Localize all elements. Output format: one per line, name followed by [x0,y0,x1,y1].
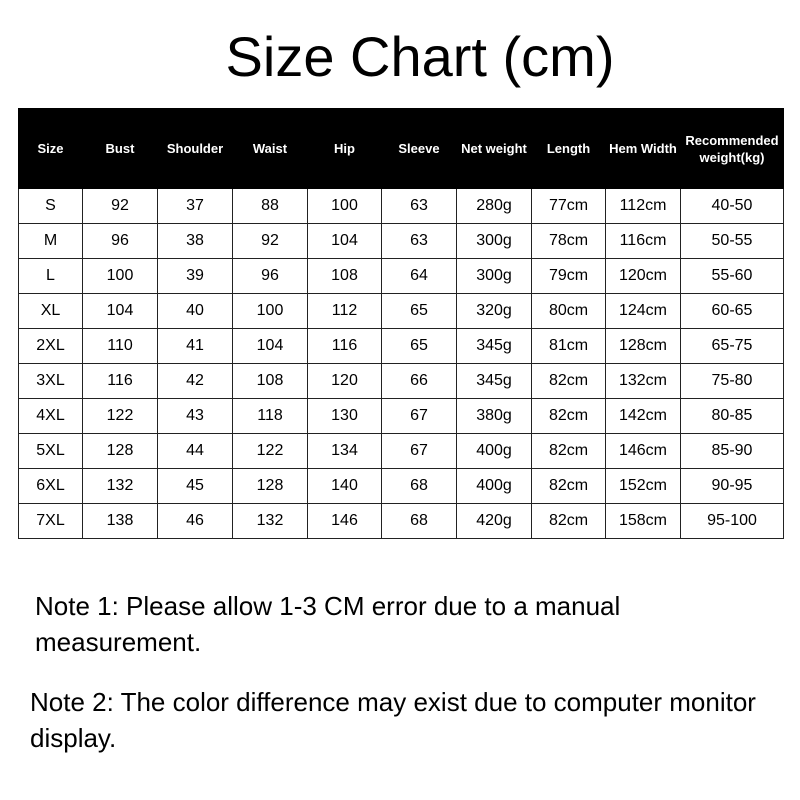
table-cell: 92 [233,224,308,259]
table-row [19,399,784,434]
table-row [19,469,784,504]
table-cell: XL [19,294,83,329]
table-cell: 85-90 [681,434,784,469]
column-header-4: Hip [308,109,382,189]
column-header-7: Length [532,109,606,189]
table-cell: 300g [457,224,532,259]
table-cell: 5XL [19,434,83,469]
table-row [19,329,784,364]
table-cell: 108 [308,259,382,294]
table-cell: 104 [83,294,158,329]
table-cell: 122 [233,434,308,469]
table-cell: 41 [158,329,233,364]
table-cell: 152cm [606,469,681,504]
column-header-0: Size [19,109,83,189]
table-cell: 75-80 [681,364,784,399]
table-cell: 120cm [606,259,681,294]
table-cell: 96 [233,259,308,294]
table-cell: 142cm [606,399,681,434]
table-cell: 63 [382,189,457,224]
table-cell: 100 [308,189,382,224]
table-cell: 132cm [606,364,681,399]
table-cell: 4XL [19,399,83,434]
table-cell: 146 [308,504,382,539]
table-row [19,364,784,399]
table-row [19,259,784,294]
note-1: Note 1: Please allow 1-3 CM error due to a manual measurement. [35,591,621,657]
table-cell: 65 [382,329,457,364]
column-header-5: Sleeve [382,109,457,189]
table-cell: 400g [457,469,532,504]
column-header-3: Waist [233,109,308,189]
table-cell: 66 [382,364,457,399]
table-cell: 128 [233,469,308,504]
table-cell: 128 [83,434,158,469]
table-cell: 7XL [19,504,83,539]
table-cell: 112cm [606,189,681,224]
table-cell: 320g [457,294,532,329]
table-cell: 116cm [606,224,681,259]
table-cell: 300g [457,259,532,294]
table-cell: 60-65 [681,294,784,329]
table-cell: 110 [83,329,158,364]
table-cell: 63 [382,224,457,259]
table-cell: 130 [308,399,382,434]
table-cell: 82cm [532,399,606,434]
table-cell: S [19,189,83,224]
table-cell: 44 [158,434,233,469]
table-cell: 420g [457,504,532,539]
table-cell: 82cm [532,469,606,504]
table-cell: 100 [233,294,308,329]
table-cell: L [19,259,83,294]
column-header-1: Bust [83,109,158,189]
table-row [19,224,784,259]
table-cell: 90-95 [681,469,784,504]
table-row [19,189,784,224]
table-cell: 68 [382,504,457,539]
table-cell: M [19,224,83,259]
table-cell: 138 [83,504,158,539]
table-cell: 108 [233,364,308,399]
table-cell: 78cm [532,224,606,259]
column-header-8: Hem Width [606,109,681,189]
table-cell: 39 [158,259,233,294]
table-cell: 345g [457,329,532,364]
column-header-9: Recommended weight(kg) [681,109,784,189]
column-header-2: Shoulder [158,109,233,189]
table-cell: 82cm [532,434,606,469]
table-cell: 68 [382,469,457,504]
table-cell: 134 [308,434,382,469]
table-header-row [19,109,784,189]
size-chart-table [18,108,784,539]
table-cell: 82cm [532,504,606,539]
table-cell: 280g [457,189,532,224]
table-body [19,189,784,539]
table-cell: 6XL [19,469,83,504]
table-cell: 45 [158,469,233,504]
table-row [19,294,784,329]
table-cell: 43 [158,399,233,434]
table-cell: 55-60 [681,259,784,294]
table-cell: 100 [83,259,158,294]
table-cell: 116 [83,364,158,399]
table-cell: 88 [233,189,308,224]
table-cell: 96 [83,224,158,259]
table-cell: 112 [308,294,382,329]
table-cell: 38 [158,224,233,259]
note-2: Note 2: The color difference may exist due to computer monitor display. [30,687,756,753]
table-cell: 400g [457,434,532,469]
table-cell: 380g [457,399,532,434]
table-cell: 50-55 [681,224,784,259]
page-title: Size Chart (cm) [225,25,615,88]
table-cell: 80-85 [681,399,784,434]
table-cell: 124cm [606,294,681,329]
table-cell: 95-100 [681,504,784,539]
table-cell: 132 [233,504,308,539]
table-cell: 92 [83,189,158,224]
table-cell: 64 [382,259,457,294]
table-cell: 81cm [532,329,606,364]
table-cell: 345g [457,364,532,399]
table-cell: 146cm [606,434,681,469]
table-cell: 140 [308,469,382,504]
table-cell: 158cm [606,504,681,539]
table-cell: 122 [83,399,158,434]
table-cell: 46 [158,504,233,539]
table-cell: 3XL [19,364,83,399]
table-cell: 65-75 [681,329,784,364]
table-cell: 80cm [532,294,606,329]
table-cell: 82cm [532,364,606,399]
table-cell: 104 [233,329,308,364]
table-cell: 42 [158,364,233,399]
table-cell: 116 [308,329,382,364]
table-cell: 79cm [532,259,606,294]
table-cell: 2XL [19,329,83,364]
table-cell: 40-50 [681,189,784,224]
table-cell: 132 [83,469,158,504]
table-cell: 120 [308,364,382,399]
table-cell: 77cm [532,189,606,224]
table-row [19,504,784,539]
column-header-6: Net weight [457,109,532,189]
table-cell: 128cm [606,329,681,364]
table-row [19,434,784,469]
table-cell: 67 [382,399,457,434]
table-cell: 65 [382,294,457,329]
table-cell: 118 [233,399,308,434]
table-cell: 67 [382,434,457,469]
table-cell: 40 [158,294,233,329]
table-cell: 104 [308,224,382,259]
table-cell: 37 [158,189,233,224]
